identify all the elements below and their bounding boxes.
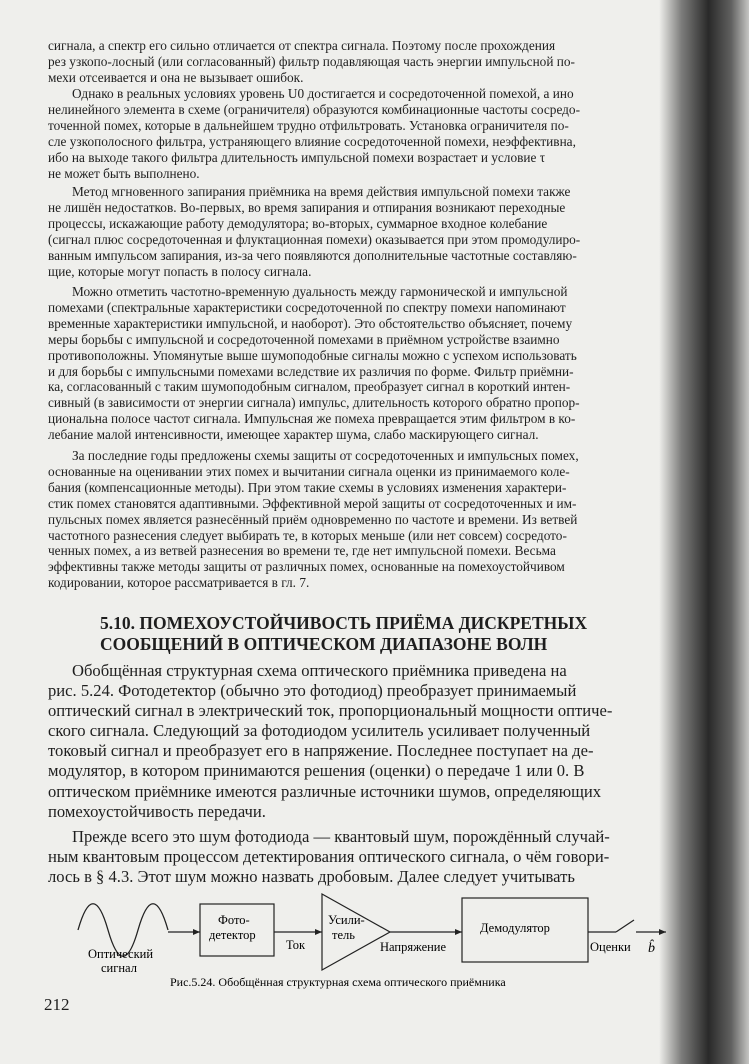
photodetector-label-2: детектор <box>209 928 256 942</box>
page-number: 212 <box>44 995 70 1014</box>
text-line: пульсных помех является разнесённый приём одновременно по частоте и времени. Из ветвей <box>48 511 578 527</box>
text-line: рис. 5.24. Фотодетектор (обычно это фотодиод) преобразует принимаемый <box>48 681 577 701</box>
text-line: лось в § 4.3. Этот шум можно назвать дробовым. Далее следует учитывать <box>48 867 575 887</box>
text-line: меры борьбы с импульсной и сосредоточенной помехами в приёмном устройстве взаимно <box>48 331 560 347</box>
paragraph-6 <box>48 661 748 822</box>
text-line: оптический сигнал в электрический ток, пропорциональный мощности оптиче- <box>48 701 613 721</box>
figure-caption: Рис.5.24. Обобщённая структурная схема оптического приёмника <box>170 975 506 989</box>
text-line: лебание малой интенсивности, имеющее характер шума, слабо маскирующего сигнал. <box>48 427 539 443</box>
text-line: противоположны. Упомянутые выше шумоподобные сигналы можно с успехом использовать <box>48 347 577 363</box>
estimates-label: Оценки <box>590 940 631 954</box>
text-line: кодировании, которое рассматривается в гл. 7. <box>48 575 310 591</box>
text-line: щие, которые могут попасть в полосу сигнала. <box>48 263 312 279</box>
text-line: бания (компенсационные методы). При этом такие схемы в условиях изменения характери- <box>48 479 567 495</box>
heading-line: 5.10. ПОМЕХОУСТОЙЧИВОСТЬ ПРИЁМА ДИСКРЕТНЫХ <box>100 613 588 633</box>
text-line: За последние годы предложены схемы защиты от сосредоточенных и импульсных помех, <box>72 448 579 463</box>
text-line: ка, согласованный с таким шумоподобным сигналом, преобразует сигнал в короткий интен- <box>48 379 571 395</box>
text-line: рез узкопо-лосный (или согласованный) фильтр подавляющая часть энергии импульсной по- <box>48 53 575 69</box>
text-line: циональна полосе частот сигнала. Импульсная же помеха превращается этим фильтром в ко- <box>48 411 576 427</box>
text-line: не может быть выполнено. <box>48 165 200 181</box>
text-line: оптическом приёмнике имеются различные источники шумов, определяющих <box>48 781 602 801</box>
text-line: ным квантовым процессом детектирования оптического сигнала, о чём говори- <box>48 847 610 867</box>
section-heading <box>100 613 740 655</box>
text-line: модулятор, в котором принимаются решения (оценки) о передаче 1 или 0. В <box>48 761 585 781</box>
text-line: ченных помех, а из ветвей разнесения во времени те, где нет импульсной помехи. Весьма <box>48 543 556 559</box>
text-line: ванным импульсом запирания, из-за чего появляются дополнительные частотные составляю- <box>48 247 577 263</box>
text-line: временные характеристики импульсной, и наоборот). Это обстоятельство объясняет, почему <box>48 315 573 331</box>
text-line: (сигнал плюс сосредоточенная и флуктационная помехи) оказывается при этом промодулиро- <box>48 231 581 247</box>
amplifier-label-1: Усили- <box>328 913 365 927</box>
text-line: и для борьбы с импульсными помехами вследствие их различия по форме. Фильтр приёмни- <box>48 363 574 379</box>
text-line: процессы, искажающие работу демодулятора; во-вторых, суммарное входное колебание <box>48 215 548 231</box>
text-line: Метод мгновенного запирания приёмника на время действия импульсной помехи также <box>72 184 571 199</box>
text-line: сле узкополосного фильтра, устраняющего влияние сосредоточенной помехи, неэффективна, <box>48 133 576 149</box>
photodetector-label-1: Фото- <box>218 913 250 927</box>
input-label-line2: сигнал <box>101 961 137 975</box>
amplifier-label-2: тель <box>332 928 355 942</box>
current-label: Ток <box>286 938 306 952</box>
input-label-line1: Оптический <box>88 947 154 961</box>
text-line: нелинейного элемента в схеме (ограничителя) образуются комбинационные частоты сосредо- <box>48 101 581 117</box>
paragraph-2 <box>48 86 748 181</box>
text-line: помехоустойчивость передачи. <box>48 801 266 821</box>
text-line: токовый сигнал и преобразует его в напряжение. Последнее поступает на де- <box>48 741 594 761</box>
paragraph-5 <box>48 448 748 591</box>
text-line: Однако в реальных условиях уровень U0 достигается и сосредоточенной помехой, а ино <box>72 86 574 101</box>
text-line: не лишён недостатков. Во-первых, во время запирания и отпирания возникают переходные <box>48 199 566 215</box>
text-line: ского сигнала. Следующий за фотодиодом усилитель усиливает полученный <box>48 721 591 741</box>
text-line: частотного разнесения следует выбирать те, в которых меньше (или нет совсем) сосредото- <box>48 527 567 543</box>
heading-line: СООБЩЕНИЙ В ОПТИЧЕСКОМ ДИАПАЗОНЕ ВОЛН <box>100 634 548 654</box>
text-line: мехи отсеивается и она не вызывает ошибок. <box>48 69 304 85</box>
switch-icon <box>616 920 634 932</box>
text-line: эффективны также методы защиты от различных помех, основанные на помехоустойчивом <box>48 559 565 575</box>
demodulator-label: Демодулятор <box>480 921 550 935</box>
text-line: ибо на выходе такого фильтра длительность импульсной помехи возрастает и условие τ <box>48 149 546 165</box>
paragraph-4 <box>48 284 748 443</box>
text-line: сивный (в зависимости от энергии сигнала) импульс, длительность которого обратно пропор- <box>48 395 580 411</box>
text-line: Можно отметить частотно-временную дуальность между гармонической и импульсной <box>72 284 568 299</box>
paragraph-7 <box>48 827 748 887</box>
text-line: сигнала, а спектр его сильно отличается от спектра сигнала. Поэтому после прохождения <box>48 38 556 53</box>
voltage-label: Напряжение <box>380 940 447 954</box>
text-line: Прежде всего это шум фотодиода — квантовый шум, порождённый случай- <box>72 827 610 846</box>
paragraph-3 <box>48 184 748 279</box>
text-line: помехами (спектральные характеристики сосредоточенной по спектру помехи напоминают <box>48 299 566 315</box>
receiver-block-diagram <box>60 880 749 995</box>
text-line: стик помех становятся адаптивными. Эффективной мерой защиты от сосредоточенных и им- <box>48 495 577 511</box>
text-line: Обобщённая структурная схема оптического приёмника приведена на <box>72 661 567 680</box>
text-line: точенной помех, которые в дальнейшем трудно отфильтровать. Установка ограничителя по- <box>48 117 569 133</box>
estimate-symbol: b̂ <box>648 941 655 956</box>
paragraph-1 <box>48 38 748 86</box>
text-line: основанные на оценивании этих помех и вычитании сигнала оценки из принимаемого коле- <box>48 463 570 479</box>
